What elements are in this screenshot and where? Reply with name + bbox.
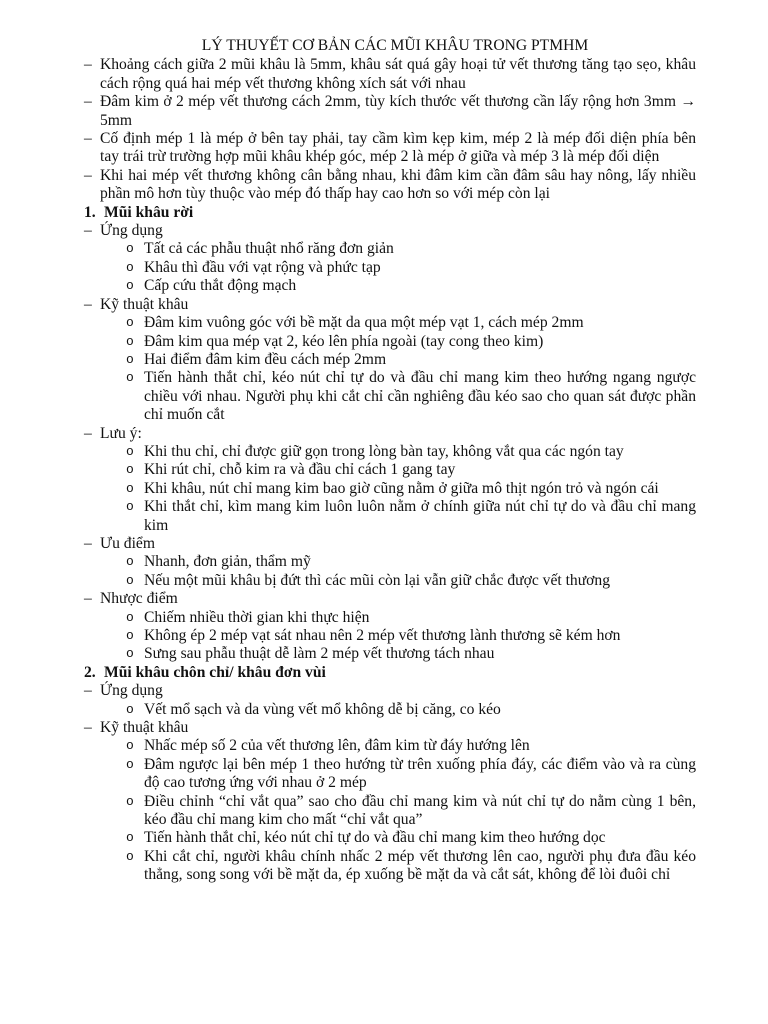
intro-item-marker: –	[84, 166, 92, 184]
list-item-text: Sưng sau phẫu thuật dễ làm 2 mép vết thương tách nhau	[144, 645, 495, 663]
list-item-text: Tiến hành thắt chỉ, kéo nút chỉ tự do và đầu chỉ mang kim theo hướng dọc	[144, 829, 606, 847]
group-label-marker: –	[84, 295, 92, 313]
group-label	[84, 682, 696, 700]
list-item-marker: o	[126, 830, 134, 846]
list-item-marker: o	[126, 756, 134, 772]
list-item-text: Vết mổ sạch và da vùng vết mổ không dễ bị căng, co kéo	[144, 700, 501, 718]
list-item-text: Khi thu chỉ, chỉ được giữ gọn trong lòng bàn tay, không vắt qua các ngón tay	[144, 442, 624, 460]
list-item	[84, 848, 696, 885]
intro-item	[84, 56, 696, 93]
list-item-text: Tiến hành thắt chỉ, kéo nút chỉ tự do và đầu chỉ mang kim theo hướng ngang ngược chiều với nhau. Người phụ khi cắt chỉ cần nghiêng đầu kéo sao cho quan sát được phần chỉ muốn cắt	[144, 369, 696, 424]
section-heading-marker: 1.	[84, 203, 96, 221]
list-item	[84, 369, 696, 424]
list-item	[84, 701, 696, 719]
list-item-marker: o	[126, 351, 134, 367]
list-item-text: Khi khâu, nút chỉ mang kim bao giờ cũng nằm ở giữa mô thịt ngón trỏ và ngón cái	[144, 479, 659, 497]
group-label-text: Nhược điểm	[100, 590, 178, 608]
group-label	[84, 296, 696, 314]
group-label-text: Ứng dụng	[100, 222, 163, 240]
group-label-marker: –	[84, 590, 92, 608]
list-item-marker: o	[126, 848, 134, 864]
list-item-text: Khi rút chỉ, chỗ kim ra và đầu chỉ cách 1 gang tay	[144, 461, 456, 479]
group-label-marker: –	[84, 424, 92, 442]
intro-item-text: Cố định mép 1 là mép ở bên tay phải, tay cầm kìm kẹp kim, mép 2 là mép đối diện phía bên tay trái trừ trường hợp mũi khâu khép góc, mép 2 là mép ở giữa và mép 3 là mép đối diện	[100, 130, 696, 166]
intro-item	[84, 130, 696, 167]
list-item-marker: o	[126, 480, 134, 496]
group-label-marker: –	[84, 719, 92, 737]
list-item-marker: o	[126, 278, 134, 294]
list-item-text: Đâm ngược lại bên mép 1 theo hướng từ trên xuống phía đáy, các điểm vào và ra cùng độ cao tương ứng với nhau ở 2 mép	[144, 755, 696, 792]
list-item	[84, 627, 696, 645]
list-item-text: Khi cắt chỉ, người khâu chính nhấc 2 mép vết thương lên cao, người phụ đưa đầu kéo thẳng, song song với bề mặt da, ép xuống bề mặt da và cắt sát, không để lòi đuôi chỉ	[144, 847, 696, 884]
list-item-text: Nếu một mũi khâu bị đứt thì các mũi còn lại vẫn giữ chắc được vết thương	[144, 571, 611, 589]
list-item	[84, 553, 696, 571]
list-item	[84, 793, 696, 830]
list-item-text: Hai điểm đâm kim đều cách mép 2mm	[144, 350, 387, 368]
list-item-marker: o	[126, 609, 134, 625]
list-item	[84, 443, 696, 461]
list-item	[84, 351, 696, 369]
list-item-marker: o	[126, 315, 134, 331]
list-item	[84, 314, 696, 332]
list-item-text: Cấp cứu thắt động mạch	[144, 277, 297, 295]
section-heading-text: Mũi khâu rời	[104, 203, 194, 221]
group-label-text: Ưu điểm	[100, 534, 155, 552]
group-label-marker: –	[84, 534, 92, 552]
section-heading-text: Mũi khâu chôn chỉ/ khâu đơn vùi	[104, 663, 326, 681]
list-item-marker: o	[126, 701, 134, 717]
list-item-text: Nhanh, đơn giản, thẩm mỹ	[144, 553, 311, 571]
list-item-marker: o	[126, 554, 134, 570]
list-item	[84, 480, 696, 498]
intro-item-text: Khi hai mép vết thương không cân bằng nhau, khi đâm kim cần đâm sâu hay nông, lấy nhiều phần mô hơn tùy thuộc vào mép đó thấp hay cao hơn so với mép còn lại	[100, 166, 696, 203]
list-item-text: Đâm kim vuông góc với bề mặt da qua một mép vạt 1, cách mép 2mm	[144, 314, 584, 332]
list-item-text: Đâm kim qua mép vạt 2, kéo lên phía ngoài (tay cong theo kim)	[144, 332, 544, 350]
list-item-text: Điều chỉnh “chỉ vắt qua” sao cho đầu chỉ mang kim và nút chỉ tự do nằm cùng 1 bên, kéo đầu chỉ mang kim cho mất “chỉ vắt qua”	[144, 792, 696, 829]
list-item-marker: o	[126, 793, 134, 809]
list-item	[84, 609, 696, 627]
intro-item-marker: –	[84, 56, 92, 74]
list-item	[84, 461, 696, 479]
list-item	[84, 498, 696, 535]
group-label-marker: –	[84, 682, 92, 700]
list-item	[84, 829, 696, 847]
list-item-marker: o	[126, 370, 134, 386]
list-item	[84, 333, 696, 351]
list-item-marker: o	[126, 241, 134, 257]
intro-item-text: Đâm kim ở 2 mép vết thương cách 2mm, tùy kích thước vết thương cần lấy rộng hơn 3mm → 5mm	[100, 93, 696, 129]
list-item	[84, 572, 696, 590]
group-label-text: Ứng dụng	[100, 682, 163, 700]
group-label-text: Kỹ thuật khâu	[100, 719, 189, 737]
list-item	[84, 645, 696, 663]
list-item-marker: o	[126, 628, 134, 643]
intro-item	[84, 167, 696, 204]
section-heading	[84, 664, 696, 682]
list-item-marker: o	[126, 443, 134, 459]
section-heading	[84, 204, 696, 222]
list-item	[84, 259, 696, 277]
group-label	[84, 425, 696, 443]
intro-item-marker: –	[84, 130, 92, 148]
intro-item-marker: –	[84, 93, 92, 111]
group-label	[84, 535, 696, 553]
list-item-text: Khâu thì đầu với vạt rộng và phức tạp	[144, 258, 381, 276]
list-item	[84, 756, 696, 793]
group-label-text: Kỹ thuật khâu	[100, 295, 189, 313]
group-label-text: Lưu ý:	[100, 424, 142, 442]
group-label-marker: –	[84, 222, 92, 240]
list-item-marker: o	[126, 462, 134, 478]
list-item-marker: o	[126, 738, 134, 754]
intro-item	[84, 93, 696, 130]
list-item-text: Nhấc mép số 2 của vết thương lên, đâm kim từ đáy hướng lên	[144, 737, 530, 755]
list-item-marker: o	[126, 572, 134, 588]
list-item-text: Không ép 2 mép vạt sát nhau nên 2 mép vết thương lành thương sẽ kém hơn	[144, 627, 621, 644]
list-item-text: Chiếm nhiều thời gian khi thực hiện	[144, 608, 370, 626]
section-heading-marker: 2.	[84, 663, 96, 681]
intro-item-text: Khoảng cách giữa 2 mũi khâu là 5mm, khâu sát quá gây hoại tử vết thương tăng tạo sẹo, khâu cách rộng quá hai mép vết thương không xích sát với nhau	[100, 56, 696, 92]
group-label	[84, 590, 696, 608]
list-item	[84, 737, 696, 755]
list-item-marker: o	[126, 646, 134, 662]
document-title: LÝ THUYẾT CƠ BẢN CÁC MŨI KHÂU TRONG PTMHM	[201, 37, 589, 54]
group-label	[84, 222, 696, 240]
document-body	[84, 56, 696, 884]
list-item	[84, 277, 696, 295]
list-item-marker: o	[126, 499, 134, 515]
list-item	[84, 240, 696, 258]
list-item-text: Tất cả các phẫu thuật nhổ răng đơn giản	[144, 240, 394, 258]
list-item-marker: o	[126, 333, 134, 349]
list-item-text: Khi thắt chỉ, kìm mang kim luôn luôn nằm ở chính giữa nút chỉ tự do và đầu chỉ mang kim	[144, 498, 696, 534]
list-item-marker: o	[126, 259, 134, 275]
group-label	[84, 719, 696, 737]
